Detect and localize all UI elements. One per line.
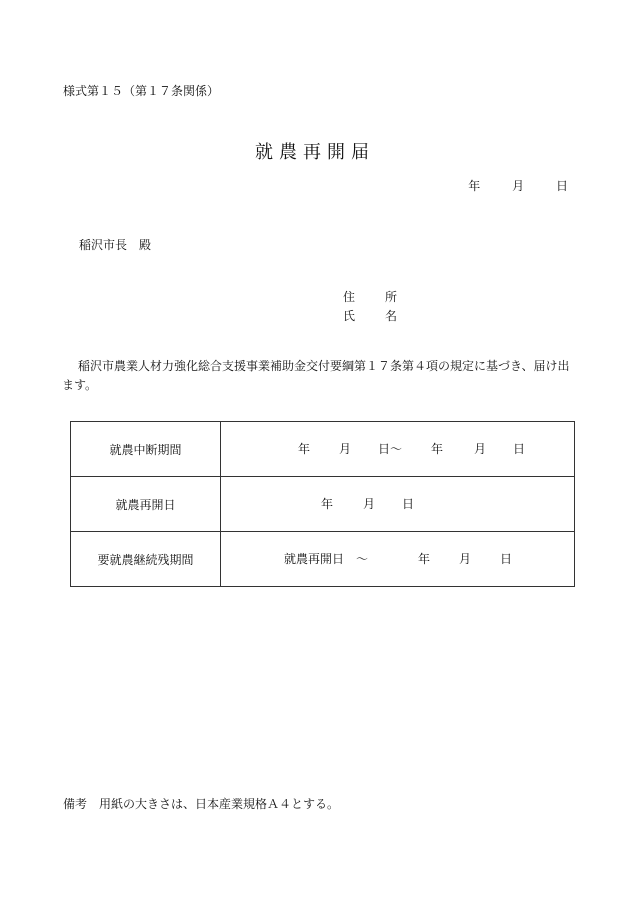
row-value: 年 月 日～ 年 月 日 <box>221 422 575 477</box>
remark: 備考 用紙の大きさは、日本産業規格Ａ４とする。 <box>63 797 340 811</box>
date-month: 月 <box>512 179 525 193</box>
applicant-block <box>343 288 397 326</box>
info-table <box>70 421 575 587</box>
name-label: 氏 名 <box>343 309 398 323</box>
row-label: 就農再開日 <box>71 477 221 532</box>
row-value: 就農再開日 ～ 年 月 日 <box>221 532 575 587</box>
table-row <box>71 422 575 477</box>
date-year: 年 <box>468 179 481 193</box>
addressee: 稲沢市長 殿 <box>79 238 152 252</box>
submission-date <box>440 177 568 194</box>
row-label: 要就農継続残期間 <box>71 532 221 587</box>
table-row <box>71 532 575 587</box>
table-row <box>71 477 575 532</box>
document-title: 就農再開届 <box>255 142 375 163</box>
form-number: 様式第１５（第１７条関係） <box>63 84 220 98</box>
address-label: 住 所 <box>343 290 398 304</box>
row-value: 年 月 日 <box>221 477 575 532</box>
date-day: 日 <box>555 179 568 193</box>
body-text: 稲沢市農業人材力強化総合支援事業補助金交付要綱第１７条第４項の規定に基づき、届け出ます。 <box>62 359 570 392</box>
row-label: 就農中断期間 <box>71 422 221 477</box>
